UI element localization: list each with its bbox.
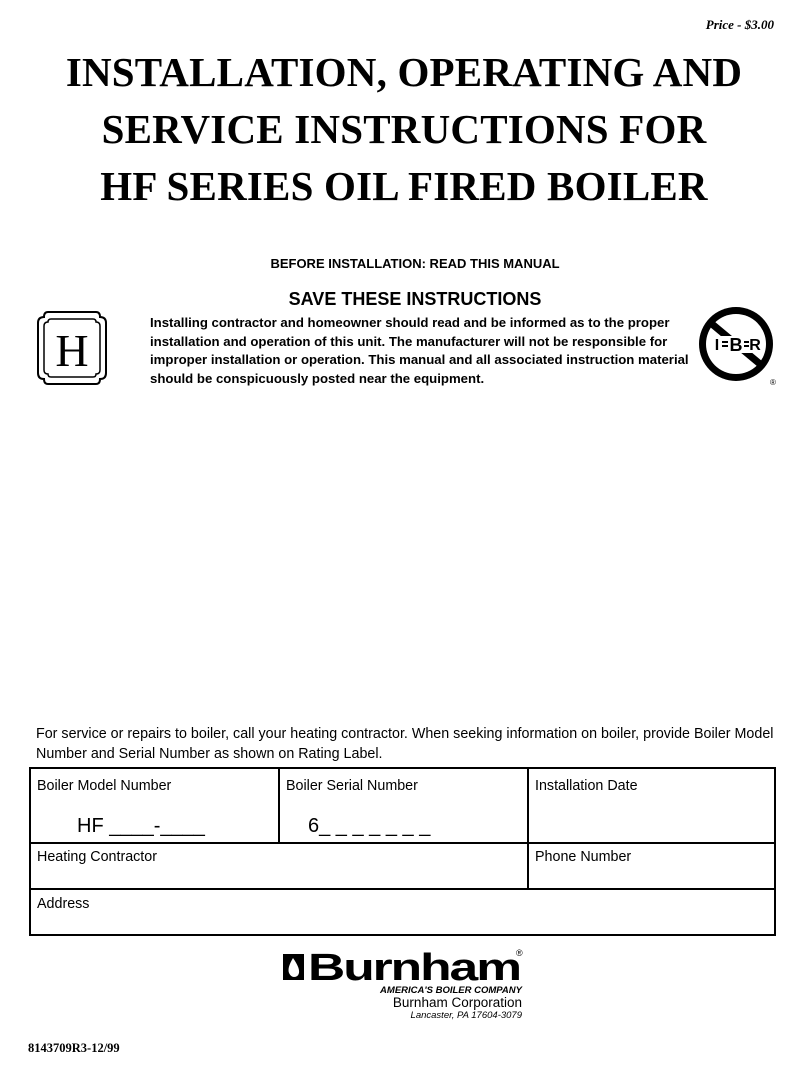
- serial-number-field[interactable]: [280, 769, 527, 842]
- address-field[interactable]: [31, 890, 774, 934]
- heating-contractor-field[interactable]: [31, 844, 527, 888]
- part-number: 8143709R3-12/99: [28, 1041, 120, 1055]
- burnham-tagline: AMERICA'S BOILER COMPANY: [380, 985, 522, 996]
- service-instructions: For service or repairs to boiler, call your heating contractor. When seeking information on boiler, provide Boiler Model Number and Serial Number as shown on Rating Label.: [36, 726, 774, 762]
- document-title: [0, 44, 808, 215]
- phone-number-label: Phone Number: [535, 849, 632, 865]
- serial-number-value: 6_ _ _ _ _ _ _: [308, 815, 431, 837]
- address-label: Address: [37, 896, 90, 912]
- heating-contractor-label: Heating Contractor: [37, 849, 157, 865]
- ibr-registered-mark: ®: [770, 378, 776, 387]
- ibr-logo: [696, 304, 778, 388]
- save-instructions-heading: SAVE THESE INSTRUCTIONS: [288, 289, 542, 309]
- burnham-corporation: Burnham Corporation: [392, 995, 522, 1010]
- price-label: Price - $3.00: [705, 17, 774, 32]
- model-number-value: HF ____-____: [77, 815, 205, 837]
- serial-number-label: Boiler Serial Number: [286, 778, 418, 794]
- installation-date-field[interactable]: [529, 769, 774, 842]
- title-line-2: SERVICE INSTRUCTIONS FOR: [101, 106, 707, 152]
- installation-notice: Installing contractor and homeowner should read and be informed as to the proper installation and operation of this unit. The manufacturer will not be responsible for improper installation or operation. This manual and all associated instruction material should be conspicuously posted near the equipment.: [150, 315, 689, 386]
- installation-date-label: Installation Date: [535, 778, 638, 794]
- burnham-registered-mark: ®: [516, 948, 523, 958]
- ibr-letter-b: B: [729, 335, 743, 355]
- burnham-logo: [280, 946, 526, 984]
- boiler-info-form: [29, 767, 776, 936]
- ibr-letter-r: R: [749, 337, 761, 354]
- h-logo-letter: H: [55, 325, 89, 376]
- phone-number-field[interactable]: [529, 844, 774, 888]
- burnham-wordmark: Burnham: [308, 947, 520, 984]
- title-line-3: HF SERIES OIL FIRED BOILER: [100, 163, 708, 209]
- before-installation-notice: BEFORE INSTALLATION: READ THIS MANUAL: [270, 256, 560, 271]
- model-number-label: Boiler Model Number: [37, 778, 172, 794]
- burnham-address: Lancaster, PA 17604-3079: [410, 1010, 522, 1021]
- ibr-letter-i: I: [714, 337, 720, 354]
- title-line-1: INSTALLATION, OPERATING AND: [65, 49, 743, 95]
- h-logo: [34, 308, 110, 388]
- model-number-field[interactable]: [31, 769, 278, 842]
